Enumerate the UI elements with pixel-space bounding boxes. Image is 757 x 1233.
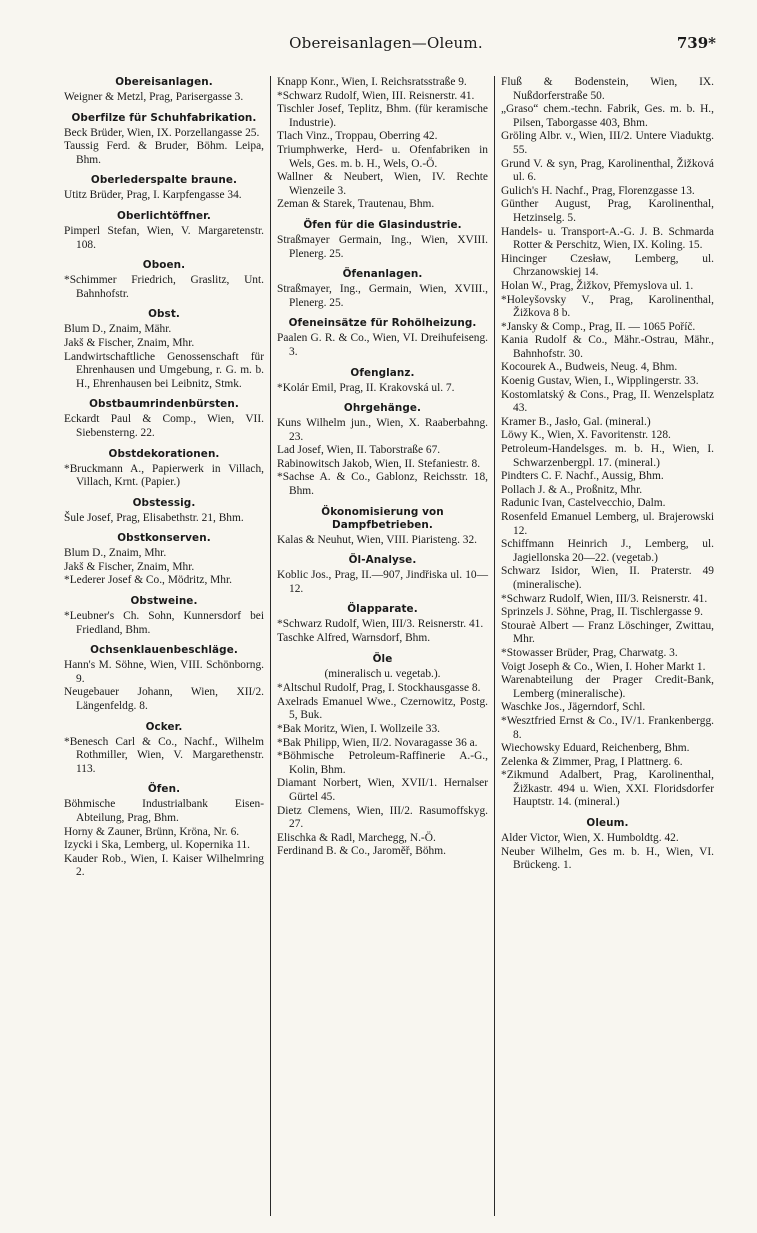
directory-entry: *Bak Moritz, Wien, I. Wollzeile 33. xyxy=(277,723,441,735)
directory-entry: *Böhmische Petroleum-Raffinerie A.-G., Kolin, Bhm. xyxy=(277,750,488,776)
directory-entry: Kostomlatský & Cons., Prag, II. Wenzelsplatz 43. xyxy=(501,388,714,415)
directory-entry: Gulich's H. Nachf., Prag, Florenzgasse 13. xyxy=(501,184,695,197)
directory-entry: *Schwarz Rudolf, Wien, III. Reisnerstr. 41. xyxy=(277,89,475,102)
directory-entry: Handels- u. Transport-A.-G. J. B. Schmarda Rotter & Perschitz, Wien, IX. Koling. 15. xyxy=(501,225,714,252)
directory-entry: Kauder Rob., Wien, I. Kaiser Wilhelmring 2. xyxy=(64,852,264,879)
directory-entry: Schiffmann Heinrich J., Lemberg, ul. Jagiellonska 20—22. (vegetab.) xyxy=(501,538,714,564)
directory-entry: Hann's M. Söhne, Wien, VIII. Schönborng. 9. xyxy=(64,659,264,685)
directory-entry: Günther August, Prag, Karolinenthal, Hetzinselg. 5. xyxy=(501,198,714,224)
directory-entry: *Kolár Emil, Prag, II. Krakovská ul. 7. xyxy=(277,381,455,394)
directory-entry: Utitz Brüder, Prag, I. Karpfengasse 34. xyxy=(64,189,242,202)
page-number: 739* xyxy=(676,34,716,52)
directory-entry: *Sachse A. & Co., Gablonz, Reichsstr. 18, Bhm. xyxy=(277,471,488,498)
directory-entry: Triumphwerke, Herd- u. Ofenfabriken in Wels, Ges. m. b. H., Wels, O.-Ö. xyxy=(277,143,488,170)
directory-entry: *Leubner's Ch. Sohn, Kunnersdorf bei Friedland, Bhm. xyxy=(64,610,264,636)
directory-entry: Neuber Wilhelm, Ges m. b. H., Wien, VI. Brückeng. 1. xyxy=(501,845,714,872)
directory-entry: Straßmayer Germain, Ing., Wien, XVIII. Plenerg. 25. xyxy=(277,233,488,260)
section-heading: Obstdekorationen. xyxy=(108,447,220,460)
directory-entry: Schwarz Isidor, Wien, II. Praterstr. 49 (mineralische). xyxy=(501,565,714,591)
directory-entry: Ferdinand B. & Co., Jaroměř, Böhm. xyxy=(277,845,446,858)
section-heading: Ochsenklauenbeschläge. xyxy=(90,644,238,657)
directory-entry: *Bruckmann A., Papierwerk in Villach, Villach, Krnt. (Papier.) xyxy=(64,462,264,489)
directory-entry: *Benesch Carl & Co., Nachf., Wilhelm Rothmiller, Wien, V. Margarethenstr. 113. xyxy=(64,735,264,775)
directory-entry: Gröling Albr. v., Wien, III/2. Untere Viaduktg. 55. xyxy=(501,130,714,156)
directory-entry: *Schwarz Rudolf, Wien, III/3. Reisnerstr. 41. xyxy=(501,592,708,605)
section-heading: Oberlederspalte braune. xyxy=(90,174,238,187)
directory-entry: Alder Victor, Wien, X. Humboldtg. 42. xyxy=(501,832,679,845)
directory-entry: Straßmayer, Ing., Germain, Wien, XVIII., Plenerg. 25. xyxy=(277,283,488,309)
section-heading: Ölapparate. xyxy=(347,603,418,616)
directory-entry: Zeman & Starek, Trautenau, Bhm. xyxy=(277,198,435,211)
section-heading: Öfen. xyxy=(147,783,181,796)
directory-entry: Taschke Alfred, Warnsdorf, Bhm. xyxy=(277,632,431,645)
section-heading: Obstkonserven. xyxy=(117,532,211,545)
column-middle xyxy=(270,76,494,1216)
directory-entry: *Wesztfried Ernst & Co., IV/1. Frankenbergg. 8. xyxy=(501,714,714,741)
directory-entry: Izycki i Ska, Lemberg, ul. Kopernika 11. xyxy=(64,839,250,852)
column-right xyxy=(494,76,720,1216)
running-title: Obereisanlagen—Oleum. xyxy=(289,34,483,52)
section-heading: Ohrgehänge. xyxy=(343,402,422,415)
directory-entry: Lad Josef, Wien, II. Taborstraße 67. xyxy=(277,444,441,457)
directory-entry: Stouraè Albert — Franz Löschinger, Zwittau, Mhr. xyxy=(501,619,714,646)
directory-entry: Kania Rudolf & Co., Mähr.-Ostrau, Mähr., Bahnhofstr. 30. xyxy=(501,334,714,360)
section-heading: Oberlichtöffner. xyxy=(117,209,211,222)
section-heading: Obstessig. xyxy=(132,496,196,509)
directory-entry: Blum D., Znaim, Mhr. xyxy=(64,547,167,560)
directory-entry: Fluß & Bodenstein, Wien, IX. Nußdorferstraße 50. xyxy=(501,76,714,102)
section-heading: Ocker. xyxy=(145,720,183,733)
directory-entry: Zelenka & Zimmer, Prag, I Plattnerg. 6. xyxy=(501,755,683,768)
directory-entry: Koenig Gustav, Wien, I., Wipplingerstr. 33. xyxy=(501,375,699,388)
section-heading: Oleum. xyxy=(586,817,629,830)
directory-entry: Kalas & Neuhut, Wien, VIII. Piaristeng. 32. xyxy=(277,533,478,546)
directory-entry: Koblic Jos., Prag, II.—907, Jindřiska ul. 10—12. xyxy=(277,569,488,595)
directory-entry: Elischka & Radl, Marchegg, N.-Ö. xyxy=(277,831,436,844)
directory-entry: Sprinzels J. Söhne, Prag, II. Tischlergasse 9. xyxy=(501,606,703,619)
directory-entry: *Altschul Rudolf, Prag, I. Stockhausgasse 8. xyxy=(277,682,481,695)
section-heading: Öfenanlagen. xyxy=(342,268,423,281)
directory-entry: Wallner & Neubert, Wien, IV. Rechte Wienzeile 3. xyxy=(277,171,488,197)
column-left xyxy=(58,76,270,1216)
directory-entry: Wiechowsky Eduard, Reichenberg, Bhm. xyxy=(501,742,690,755)
directory-entry: Rabinowitsch Jakob, Wien, II. Stefaniestr. 8. xyxy=(277,457,481,470)
directory-entry: *Bak Philipp, Wien, II/2. Novaragasse 36 a. xyxy=(277,736,478,749)
directory-entry: Pimperl Stefan, Wien, V. Margaretenstr. 108. xyxy=(64,224,264,251)
directory-entry: Jakš & Fischer, Znaim, Mhr. xyxy=(64,560,195,573)
directory-entry: Blum D., Znaim, Mähr. xyxy=(64,323,172,336)
directory-entry: Diamant Norbert, Wien, XVII/1. Hernalser Gürtel 45. xyxy=(277,777,488,803)
directory-entry: Böhmische Industrialbank Eisen-Abteilung, Prag, Bhm. xyxy=(64,798,264,824)
directory-entry: Neugebauer Johann, Wien, XII/2. Längenfeldg. 8. xyxy=(64,686,264,713)
directory-entry: Kramer B., Jasło, Gal. (mineral.) xyxy=(501,415,651,428)
directory-entry: Tischler Josef, Teplitz, Bhm. (für keramische Industrie). xyxy=(277,103,488,129)
section-subheading: (mineralisch u. vegetab.). xyxy=(324,667,441,680)
directory-entry: Knapp Konr., Wien, I. Reichsratsstraße 9. xyxy=(277,76,467,88)
directory-entry: *Stowasser Brüder, Prag, Charwatg. 3. xyxy=(501,646,678,659)
directory-entry: Voigt Joseph & Co., Wien, I. Hoher Markt 1. xyxy=(501,660,706,673)
directory-entry: Weigner & Metzl, Prag, Parisergasse 3. xyxy=(64,91,244,103)
section-heading: Obst. xyxy=(148,308,180,321)
section-heading: Öl-Analyse. xyxy=(348,554,417,567)
directory-entry: „Graso“ chem.-techn. Fabrik, Ges. m. b. H., Pilsen, Taborgasse 403, Bhm. xyxy=(501,103,714,129)
section-heading: Oberfilze für Schuhfabrikation. xyxy=(71,111,257,124)
directory-entry: Axelrads Emanuel Wwe., Czernowitz, Postg. 5, Buk. xyxy=(277,695,488,722)
section-heading: Ökonomisierung von Dampfbetrieben. xyxy=(321,505,444,531)
directory-entry: Petroleum-Handelsges. m. b. H., Wien, I. Schwarzenbergpl. 17. (mineral.) xyxy=(501,443,714,469)
directory-entry: Warenabteilung der Prager Credit-Bank, Lemberg (mineralische). xyxy=(501,674,714,700)
directory-entry: Grund V. & syn, Prag, Karolinenthal, Žižková ul. 6. xyxy=(501,157,714,184)
directory-entry: *Holeyšovsky V., Prag, Karolinenthal, Žižkova 8 b. xyxy=(501,293,714,320)
directory-entry: *Jansky & Comp., Prag, II. — 1065 Poříč. xyxy=(501,320,696,333)
section-heading: Ofeneinsätze für Rohölheizung. xyxy=(288,317,477,330)
directory-entry: Pollach J. & A., Proßnitz, Mhr. xyxy=(501,483,643,496)
directory-entry: Hincinger Czesław, Lemberg, ul. Chrzanowskiej 14. xyxy=(501,252,714,279)
directory-entry: Löwy K., Wien, X. Favoritenstr. 128. xyxy=(501,429,671,442)
directory-entry: Kocourek A., Budweis, Neug. 4, Bhm. xyxy=(501,361,678,374)
directory-entry: Kuns Wilhelm jun., Wien, X. Raaberbahng. 23. xyxy=(277,417,488,443)
page-header xyxy=(56,34,716,58)
directory-entry: Beck Brüder, Wien, IX. Porzellangasse 25. xyxy=(64,126,260,139)
directory-entry: Eckardt Paul & Comp., Wien, VII. Siebensterng. 22. xyxy=(64,413,264,439)
section-heading: Ofenglanz. xyxy=(350,366,415,379)
directory-entry: Jakš & Fischer, Znaim, Mhr. xyxy=(64,336,195,349)
directory-entry: *Schwarz Rudolf, Wien, III/3. Reisnerstr. 41. xyxy=(277,618,484,631)
directory-entry: Tlach Vinz., Troppau, Oberring 42. xyxy=(277,130,438,143)
section-heading: Obereisanlagen. xyxy=(115,76,213,88)
directory-entry: Radunic Ivan, Castelvecchio, Dalm. xyxy=(501,497,666,510)
directory-entry: Paalen G. R. & Co., Wien, VI. Dreihufeiseng. 3. xyxy=(277,332,488,358)
section-heading: Öfen für die Glasindustrie. xyxy=(303,218,462,231)
directory-entry: Taussig Ferd. & Bruder, Böhm. Leipa, Bhm. xyxy=(64,140,264,166)
directory-entry: Landwirtschaftliche Genossenschaft für Ehrenhausen und Umgebung, r. G. m. b. H., Ehrenhausen bei Leibnitz, Stmk. xyxy=(64,350,264,390)
directory-entry: Šule Josef, Prag, Elisabethstr. 21, Bhm. xyxy=(64,511,244,524)
section-heading: Obstbaumrindenbürsten. xyxy=(89,398,239,411)
section-heading: Obstweine. xyxy=(130,595,198,608)
directory-entry: Rosenfeld Emanuel Lemberg, ul. Brajerowski 12. xyxy=(501,511,714,537)
directory-entry: Dietz Clemens, Wien, III/2. Rasumoffskyg. 27. xyxy=(277,804,488,831)
directory-columns xyxy=(58,76,720,1216)
directory-entry: Waschke Jos., Jägerndorf, Schl. xyxy=(501,701,646,714)
directory-entry: *Schimmer Friedrich, Graslitz, Unt. Bahnhofstr. xyxy=(64,274,264,300)
directory-entry: Pindters C. F. Nachf., Aussig, Bhm. xyxy=(501,470,664,483)
directory-entry: *Zikmund Adalbert, Prag, Karolinenthal, Žižkastr. 494 u. Wien, XXI. Floridsdorfer Hauptstr. 14. (mineral.) xyxy=(501,769,714,809)
directory-entry: Holan W., Prag, Žižkov, Přemyslova ul. 1. xyxy=(501,279,694,292)
directory-entry: *Lederer Josef & Co., Mödritz, Mhr. xyxy=(64,574,232,587)
section-heading: Oboen. xyxy=(142,259,186,272)
section-heading: Öle xyxy=(372,652,393,665)
directory-entry: Horny & Zauner, Brünn, Kröna, Nr. 6. xyxy=(64,825,240,838)
